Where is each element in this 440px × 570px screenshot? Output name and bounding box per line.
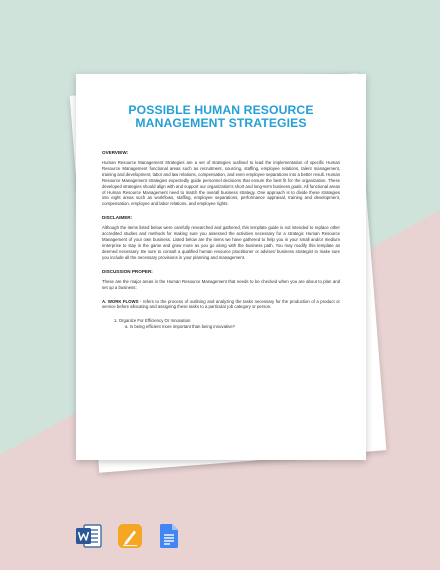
disclaimer-heading: DISCLAIMER: [102,215,133,221]
word-icon[interactable] [76,524,102,548]
document-page [76,74,366,460]
workflows-paragraph [102,299,340,311]
list-subitem: a. Is being efficient more important than being innovative? [125,324,236,330]
overview-heading: OVERVIEW: [102,150,129,155]
list-item: 1. Organize For Efficiency Or Innovation [114,318,191,324]
workflows-text: - refers to the process of outlining and analyzing the tasks necessary for the production of a product or service before allocating and assigning these tasks to a particular job category or person. [102,298,340,310]
document-title: POSSIBLE HUMAN RESOURCE MANAGEMENT STRATEGIES [128,103,314,130]
workflows-label: A. WORK FLOWS [102,298,139,304]
discussion-heading: DISCUSSION PROPER: [102,268,153,274]
overview-paragraph: Human Resource Management Strategies are a set of strategies outlined to lead the implementation of specific Human Resource Management functional areas such as recruitment, sourcing, staffing, employee relations, talent management, training and development, labor and law relations, compensation, and even employee separations into a better result. Human Resource Management strategies expectedly guide personnel decisions that ensure the best fit for the organization. These developed strategies should align with and support our organization's short and long-term business goals. All functional areas of Human Resource Management need to match the overall business strategy. One approach is to divide these strategies into eight areas such as workflows, staffing, employee separations, performance appraisal, training and development, compensation, employee and labor relations, and employee rights. [102,160,341,207]
discussion-paragraph: These are the major areas in the Human Resource Management that needs to be checked when you are about to plan and set up a business: [102,278,340,290]
google-docs-icon[interactable] [160,524,178,548]
pages-icon[interactable] [118,524,142,548]
disclaimer-paragraph: Although the items listed below were carefully researched and gathered, this template guide is not intended to replace other accredited studies and methods for making sure you assessed the activities necessary for a strategic Human Resource Management of your own business. Listed below are the items we have gathered to help you in your small and/or medium enterprise to stay in the game and grow more as you go along with the business path. You may modify this template as deemed necessary. Be sure to consult a qualified human resource practitioner or adviser/ business strategist to make sure you include all the necessary provisions in your planning and management. [102,225,340,260]
